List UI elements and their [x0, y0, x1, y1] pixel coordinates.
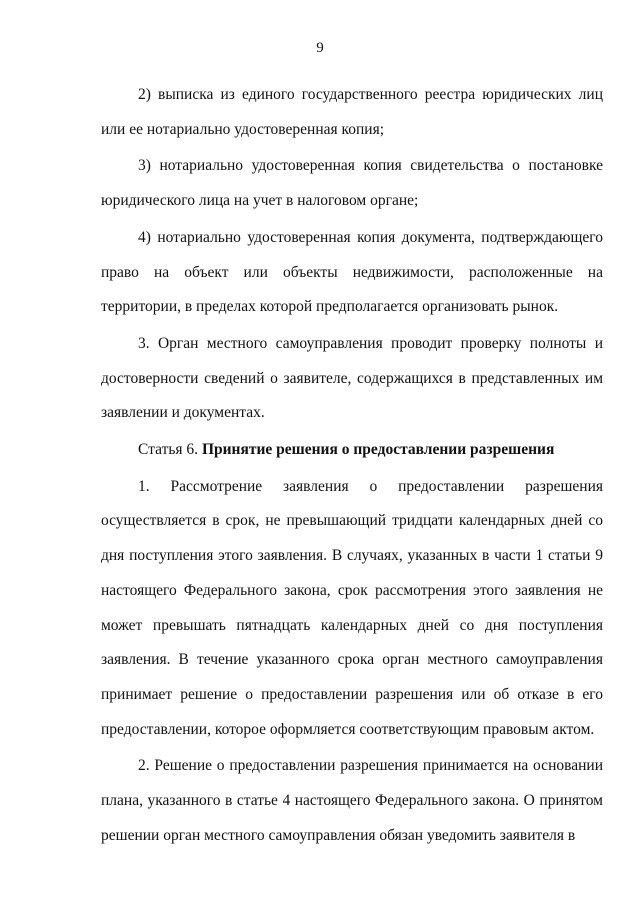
article-title: Принятие решения о предоставлении разрешения — [201, 441, 555, 459]
paragraph-verification: 3. Орган местного самоуправления проводит проверку полноты и достоверности сведений о заявителе, содержащихся в представленных им заявлении и документах. — [101, 334, 603, 422]
list-item-property-document: 4) нотариально удостоверенная копия документа, подтверждающего право на объект или объекты недвижимости, расположенные на территории, в пределах которой предполагается организовать рынок. — [101, 228, 603, 316]
document-body — [101, 78, 603, 853]
article-heading — [101, 433, 603, 468]
list-item-certificate: 3) нотариально удостоверенная копия свидетельства о постановке юридического лица на учет в налоговом органе; — [101, 157, 603, 210]
article-prefix: Статья 6. — [138, 441, 202, 459]
list-item-extract: 2) выписка из единого государственного реестра юридических лиц или ее нотариально удостоверенная копия; — [101, 86, 603, 138]
page-number: 9 — [316, 40, 324, 56]
paragraph-decision-basis: 2. Решение о предоставлении разрешения принимается на основании плана, указанного в статье 4 настоящего Федерального закона. О принятом решении орган местного самоуправления обязан уведомить заявителя в — [101, 757, 603, 844]
paragraph-review-term: 1. Рассмотрение заявления о предоставлении разрешения осуществляется в срок, не превышающий тридцати календарных дней со дня поступления этого заявления. В случаях, указанных в части 1 статьи 9 настоящего Федерального закона, срок рассмотрения этого заявления не может превышать пятнадцать календарных дней со дня поступления заявления. В течение указанного срока орган местного самоуправления принимает решение о предоставлении разрешения или об отказе в его предоставлении, которое оформляется соответствующим правовым актом. — [101, 477, 603, 738]
